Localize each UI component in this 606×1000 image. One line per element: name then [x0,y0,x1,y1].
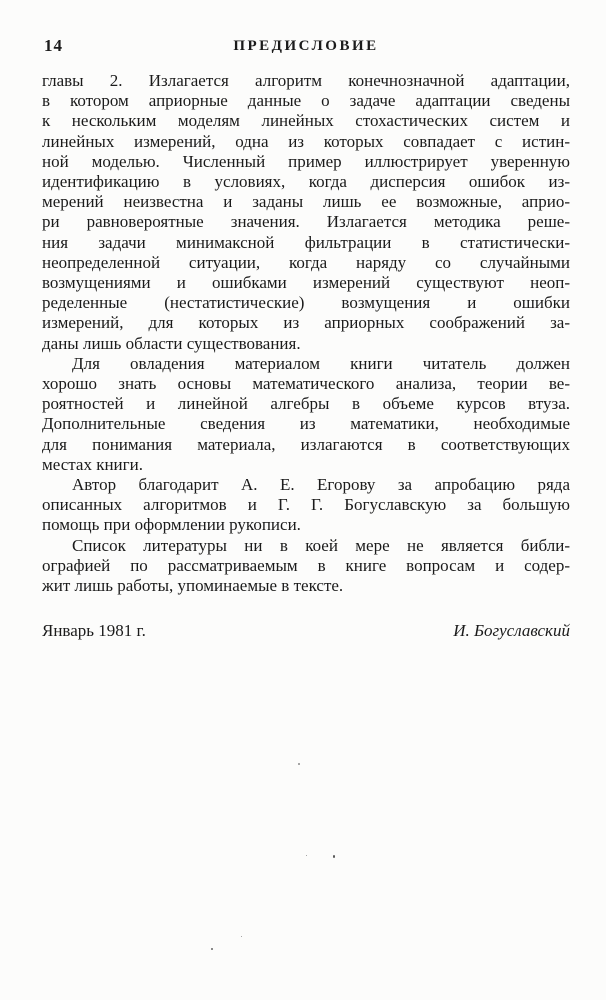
text-line: Список литературы ни в коей мере не является библи- [72,535,570,555]
scan-speck [211,948,213,950]
text-line: Дополнительные сведения из математики, необходимые [42,414,570,434]
paragraph [42,475,570,536]
text-line: идентификацию в условиях, когда дисперсия ошибок из- [42,172,570,192]
scan-speck [306,855,307,856]
text-line: жит лишь работы, упоминаемые в тексте. [42,576,344,596]
body-text [42,71,570,596]
text-line: Автор благодарит А. Е. Егорову за апробацию ряда [72,475,570,495]
text-line: хорошо знать основы математического анализа, теории ве- [42,374,570,394]
text-line: для понимания материала, излагаются в соответствующих [42,434,570,454]
text-line: описанных алгоритмов и Г. Г. Богуславскую за большую [42,495,570,515]
paragraph [42,71,570,354]
text-line: ографией по рассматриваемым в книге вопросам и содер- [42,555,570,575]
text-line: линейных измерений, одна из которых совпадает с истин- [42,131,570,151]
colophon [42,621,570,641]
paragraph [42,536,570,597]
text-line: роятностей и линейной алгебры в объеме курсов втуза. [42,394,570,414]
text-line: главы 2. Излагается алгоритм конечнозначной адаптации, [42,71,570,90]
text-line: к нескольким моделям линейных стохастических систем и [42,111,570,131]
text-line: помощь при оформлении рукописи. [42,515,301,535]
text-line: даны лишь области существования. [42,333,301,353]
text-line: местах книги. [42,454,143,474]
page-number: 14 [44,36,63,55]
text-line: ния задачи минимаксной фильтрации в статистически- [42,232,570,252]
running-title: ПРЕДИСЛОВИЕ [233,38,379,54]
text-line: в котором априорные данные о задаче адаптации сведены [42,91,570,111]
text-line: мерений неизвестна и заданы лишь ее возможные, априо- [42,192,570,212]
author-signature: И. Богуславский [453,621,570,640]
text-line: неопределенной ситуации, когда наряду со случайными [42,252,570,272]
text-line: возмущениями и ошибками измерений существуют неоп- [42,273,570,293]
paragraph [42,354,570,475]
scan-speck [241,936,242,937]
text-line: ределенные (нестатистические) возмущения и ошибки [42,293,570,313]
scan-speck [298,763,300,765]
page-header [42,36,570,58]
text-line: ной моделью. Численный пример иллюстрирует уверенную [42,151,570,171]
text-line: Для овладения материалом книги читатель должен [72,353,570,373]
text-line: ри равновероятные значения. Излагается методика реше- [42,212,570,232]
scan-speck [333,855,335,858]
text-line: измерений, для которых из априорных соображений за- [42,313,570,333]
date-line: Январь 1981 г. [42,621,146,640]
